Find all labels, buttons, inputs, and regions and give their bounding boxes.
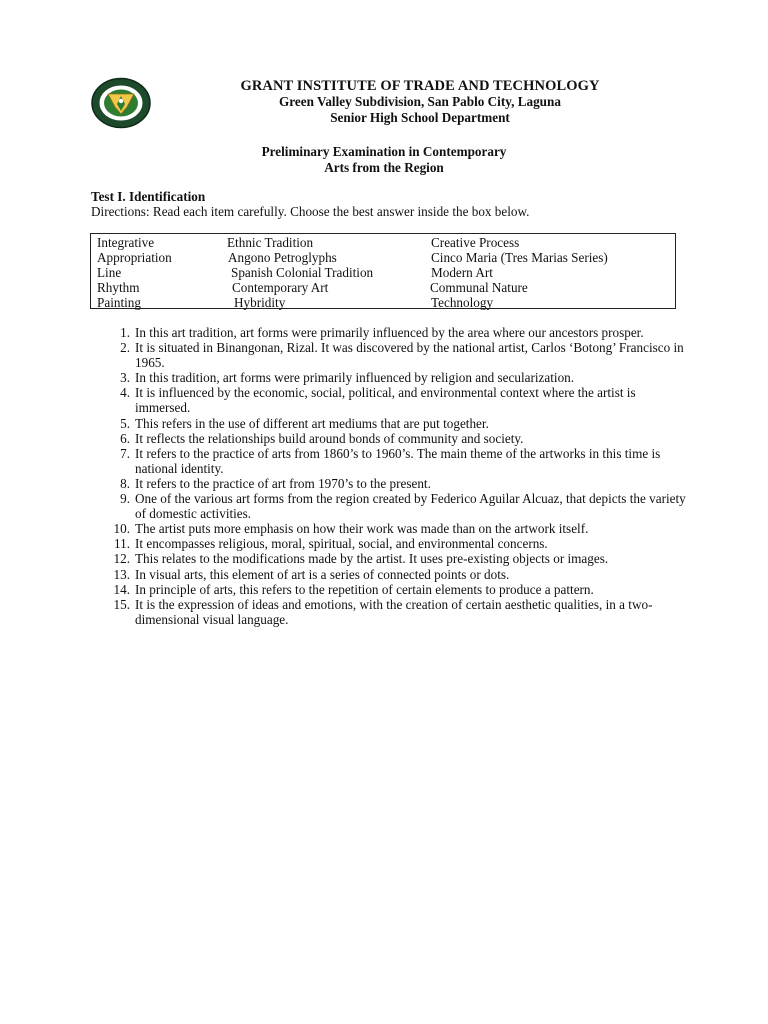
question-number: 14. [113, 581, 130, 597]
choice-item: Integrative [97, 235, 155, 250]
question-text: In this art tradition, art forms were primarily influenced by the area where our ancestors prosper. [135, 325, 644, 340]
choice-item: Angono Petroglyphs [228, 250, 337, 265]
choice-item: Painting [97, 295, 141, 310]
question-text: It refers to the practice of arts from 1860’s to 1960’s. The main theme of the artworks in this time is national identity. [135, 445, 661, 476]
question-number: 1. [120, 325, 130, 340]
question-item [110, 431, 690, 446]
school-seal-icon [90, 77, 152, 129]
choice-item: Spanish Colonial Tradition [231, 265, 374, 280]
question-text: It is the expression of ideas and emotions, with the creation of certain aesthetic qualities, in a two-dimensional visual language. [135, 596, 653, 627]
question-item [110, 416, 690, 431]
choice-item: Modern Art [431, 265, 493, 280]
choice-item: Appropriation [97, 250, 172, 265]
choice-row [91, 235, 675, 250]
exam-title-line2: Arts from the Region [324, 160, 444, 175]
exam-title-line1: Preliminary Examination in Contemporary [261, 144, 507, 159]
test-directions: Directions: Read each item carefully. Choose the best answer inside the box below. [91, 204, 530, 219]
school-address: Green Valley Subdivision, San Pablo City, Laguna [279, 94, 561, 109]
question-number: 11. [114, 536, 130, 552]
answer-choices-box [90, 233, 676, 309]
choice-item: Ethnic Tradition [227, 235, 314, 250]
question-item [110, 446, 690, 476]
question-number: 2. [120, 340, 130, 356]
school-header [170, 78, 670, 126]
question-item [110, 370, 690, 385]
question-number: 9. [120, 491, 130, 507]
question-item [110, 491, 690, 521]
choice-item: Communal Nature [430, 280, 528, 295]
question-text: The artist puts more emphasis on how their work was made than on the artwork itself. [135, 521, 589, 537]
question-number: 7. [120, 445, 130, 461]
question-number: 4. [120, 385, 130, 401]
choice-row [91, 250, 675, 265]
question-item [110, 567, 690, 582]
question-item [110, 325, 690, 340]
question-text: It is situated in Binangonan, Rizal. It was discovered by the national artist, Carlos ‘Botong’ Francisco in 1965. [135, 340, 684, 371]
question-text: It encompasses religious, moral, spiritual, social, and environmental concerns. [135, 536, 548, 552]
question-number: 10. [113, 521, 130, 537]
choice-item: Technology [431, 295, 494, 310]
question-item [110, 536, 690, 551]
question-number: 5. [120, 415, 130, 431]
question-number: 6. [120, 430, 130, 446]
choice-row [91, 280, 675, 295]
school-name: GRANT INSTITUTE OF TRADE AND TECHNOLOGY [240, 78, 600, 94]
choice-item: Contemporary Art [232, 280, 329, 295]
school-seal-logo [90, 77, 152, 129]
choice-item: Creative Process [431, 235, 520, 250]
question-item [110, 385, 690, 415]
question-text: It reflects the relationships build around bonds of community and society. [135, 430, 524, 446]
question-number: 8. [120, 475, 130, 491]
question-number: 13. [113, 566, 130, 582]
question-text: One of the various art forms from the region created by Federico Aguilar Alcuaz, that depicts the variety of domestic activities. [135, 491, 686, 522]
test-title: Test I. Identification [91, 189, 206, 204]
school-department: Senior High School Department [330, 110, 510, 125]
question-item [110, 582, 690, 597]
question-text: It is influenced by the economic, social, political, and environmental context where the artist is immersed. [135, 385, 636, 416]
question-list [110, 325, 690, 627]
question-item [110, 551, 690, 566]
choice-row [91, 295, 675, 310]
question-item [110, 340, 690, 370]
choice-item: Hybridity [234, 295, 286, 310]
question-number: 3. [120, 370, 130, 386]
question-text: In principle of arts, this refers to the repetition of certain elements to produce a pattern. [135, 581, 594, 597]
question-text: This refers in the use of different art mediums that are put together. [135, 415, 489, 431]
choice-item: Line [97, 265, 122, 280]
question-item [110, 521, 690, 536]
choice-item: Cinco Maria (Tres Marias Series) [431, 250, 608, 265]
question-text: In visual arts, this element of art is a series of connected points or dots. [135, 566, 510, 582]
choice-item: Rhythm [97, 280, 140, 295]
question-item [110, 476, 690, 491]
question-number: 15. [113, 596, 130, 612]
question-item [110, 597, 690, 627]
question-text: It refers to the practice of art from 1970’s to the present. [135, 475, 431, 491]
choice-row [91, 265, 675, 280]
question-number: 12. [113, 551, 130, 567]
question-text: In this tradition, art forms were primarily influenced by religion and secularization. [135, 370, 575, 386]
exam-title [170, 144, 598, 176]
question-text: This relates to the modifications made by the artist. It uses pre-existing objects or images. [135, 551, 609, 567]
